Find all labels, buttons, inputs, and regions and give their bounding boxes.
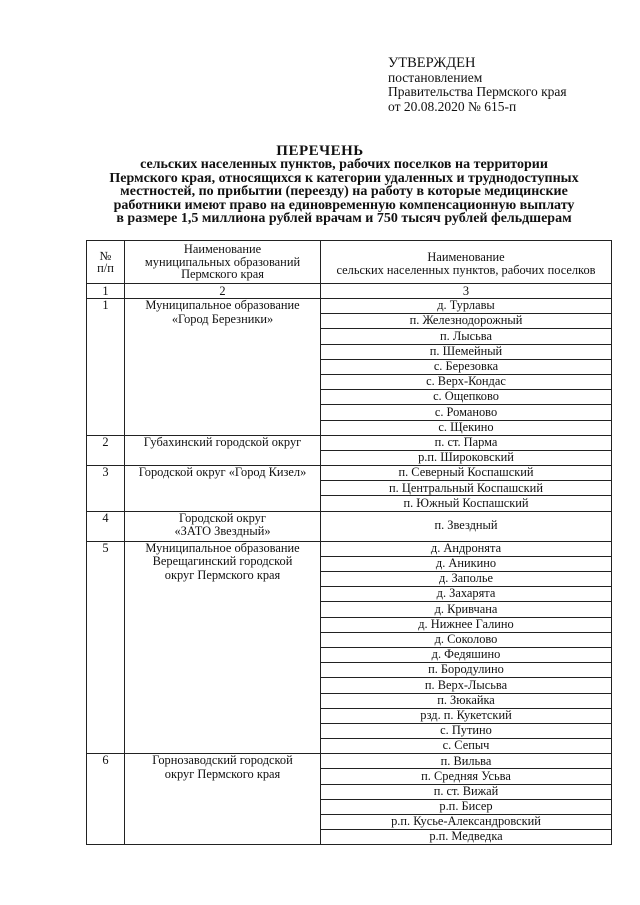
municipality-line: округ Пермского края: [164, 766, 281, 781]
header-text: Наименование: [427, 250, 505, 264]
settlement-name: с. Щекино: [321, 420, 612, 435]
header-settlement: [321, 241, 612, 284]
settlement-name: д. Кривчана: [321, 602, 612, 617]
table-row: [87, 299, 612, 314]
row-number: 4: [87, 511, 125, 541]
municipality-line: Губахинский городской округ: [143, 434, 302, 449]
table-row: [87, 435, 612, 450]
settlement-name: п. Бородулино: [321, 663, 612, 678]
settlement-name: п. Средняя Усьва: [321, 769, 612, 784]
municipality-name: [125, 541, 321, 754]
settlement-name: п. Лысьва: [321, 329, 612, 344]
approval-heading: УТВЕРЖДЕН: [388, 55, 476, 71]
municipality-line: Муниципальное образование: [145, 298, 300, 312]
table-row: [87, 754, 612, 769]
subtitle-line: работники имеют право на единовременную компенсационную выплату: [113, 197, 575, 213]
column-number: 1: [87, 284, 125, 299]
municipality-name: [125, 435, 321, 465]
table-body: [87, 299, 612, 845]
settlement-name: п. ст. Вижай: [321, 784, 612, 799]
settlement-name: д. Андронята: [321, 541, 612, 556]
approval-line: Правительства Пермского края: [388, 84, 567, 99]
row-number: 3: [87, 466, 125, 512]
header-text: п/п: [97, 261, 114, 275]
settlement-name: п. Зюкайка: [321, 693, 612, 708]
settlement-name: р.п. Медведка: [321, 830, 612, 845]
table-header-row: [87, 241, 612, 284]
subtitle-line: Пермского края, относящихся к категории удаленных и труднодоступных: [109, 170, 579, 186]
document-title: ПЕРЕЧЕНЬ: [276, 143, 364, 159]
settlement-name: п. Верх-Лысьва: [321, 678, 612, 693]
municipality-name: [125, 754, 321, 845]
settlement-name: п. Южный Коспашский: [321, 496, 612, 511]
municipality-line: Городской округ: [179, 510, 266, 525]
settlement-name: п. Центральный Коспашский: [321, 481, 612, 496]
row-number: 6: [87, 754, 125, 845]
settlement-name: п. Вильва: [321, 754, 612, 769]
settlement-name: д. Захарята: [321, 587, 612, 602]
municipality-line: Верещагинский городской: [152, 554, 293, 569]
table-row: [87, 466, 612, 481]
header-number: [87, 241, 125, 284]
municipality-line: «Город Березники»: [171, 311, 274, 326]
municipality-line: Муниципальное образование: [145, 540, 300, 555]
settlement-name: п. Железнодорожный: [321, 314, 612, 329]
table-row: [87, 511, 612, 541]
header-text: Пермского края: [181, 267, 264, 282]
settlement-name: р.п. Бисер: [321, 799, 612, 814]
header-text: муниципальных образований: [144, 254, 301, 269]
settlement-name: с. Березовка: [321, 359, 612, 374]
settlement-name: с. Романово: [321, 405, 612, 420]
subtitle-line: в размере 1,5 миллиона рублей врачам и 750 тысяч рублей фельдшерам: [116, 211, 572, 227]
settlement-name: д. Аникино: [321, 556, 612, 571]
row-number: 1: [87, 299, 125, 436]
approval-stamp: [388, 56, 628, 114]
municipality-line: «ЗАТО Звездный»: [174, 524, 271, 539]
settlement-name: с. Ощепково: [321, 390, 612, 405]
settlement-name: п. Звездный: [321, 511, 612, 541]
settlements-table: [86, 240, 612, 845]
subtitle-line: местностей, по прибытии (переезду) на работу в которые медицинские: [120, 184, 568, 200]
settlement-name: д. Турлавы: [321, 299, 612, 314]
settlement-name: д. Федяшино: [321, 647, 612, 662]
header-text: Наименование: [183, 242, 262, 257]
settlement-name: с. Путино: [321, 723, 612, 738]
settlement-name: п. Шемейный: [321, 344, 612, 359]
settlement-name: п. Северный Коспашский: [321, 466, 612, 481]
header-text: №: [99, 248, 112, 263]
table-row: [87, 541, 612, 556]
municipality-name: [125, 299, 321, 436]
row-number: 2: [87, 435, 125, 465]
document-subtitle: [80, 158, 608, 226]
municipality-name: [125, 466, 321, 512]
settlement-name: с. Верх-Кондас: [321, 374, 612, 389]
settlement-name: р.п. Широковский: [321, 450, 612, 465]
municipality-line: Городской округ «Город Кизел»: [138, 465, 307, 480]
settlement-name: д. Нижнее Галино: [321, 617, 612, 632]
settlement-name: с. Сепыч: [321, 739, 612, 754]
header-municipality: [125, 241, 321, 284]
municipality-line: Горнозаводский городской: [152, 753, 293, 768]
column-number: 3: [321, 284, 612, 299]
approval-line: постановлением: [388, 69, 483, 85]
settlement-name: д. Соколово: [321, 632, 612, 647]
column-number-row: [87, 284, 612, 299]
settlement-name: р.п. Кусье-Александровский: [321, 815, 612, 830]
settlement-name: рзд. п. Кукетский: [321, 708, 612, 723]
municipality-line: округ Пермского края: [164, 567, 281, 582]
settlement-name: д. Заполье: [321, 572, 612, 587]
municipality-name: [125, 511, 321, 541]
settlement-name: п. ст. Парма: [321, 435, 612, 450]
header-text: сельских населенных пунктов, рабочих поселков: [336, 262, 596, 277]
subtitle-line: сельских населенных пунктов, рабочих поселков на территории: [140, 157, 548, 172]
row-number: 5: [87, 541, 125, 754]
approval-line: от 20.08.2020 № 615-п: [388, 98, 517, 114]
column-number: 2: [125, 284, 321, 299]
